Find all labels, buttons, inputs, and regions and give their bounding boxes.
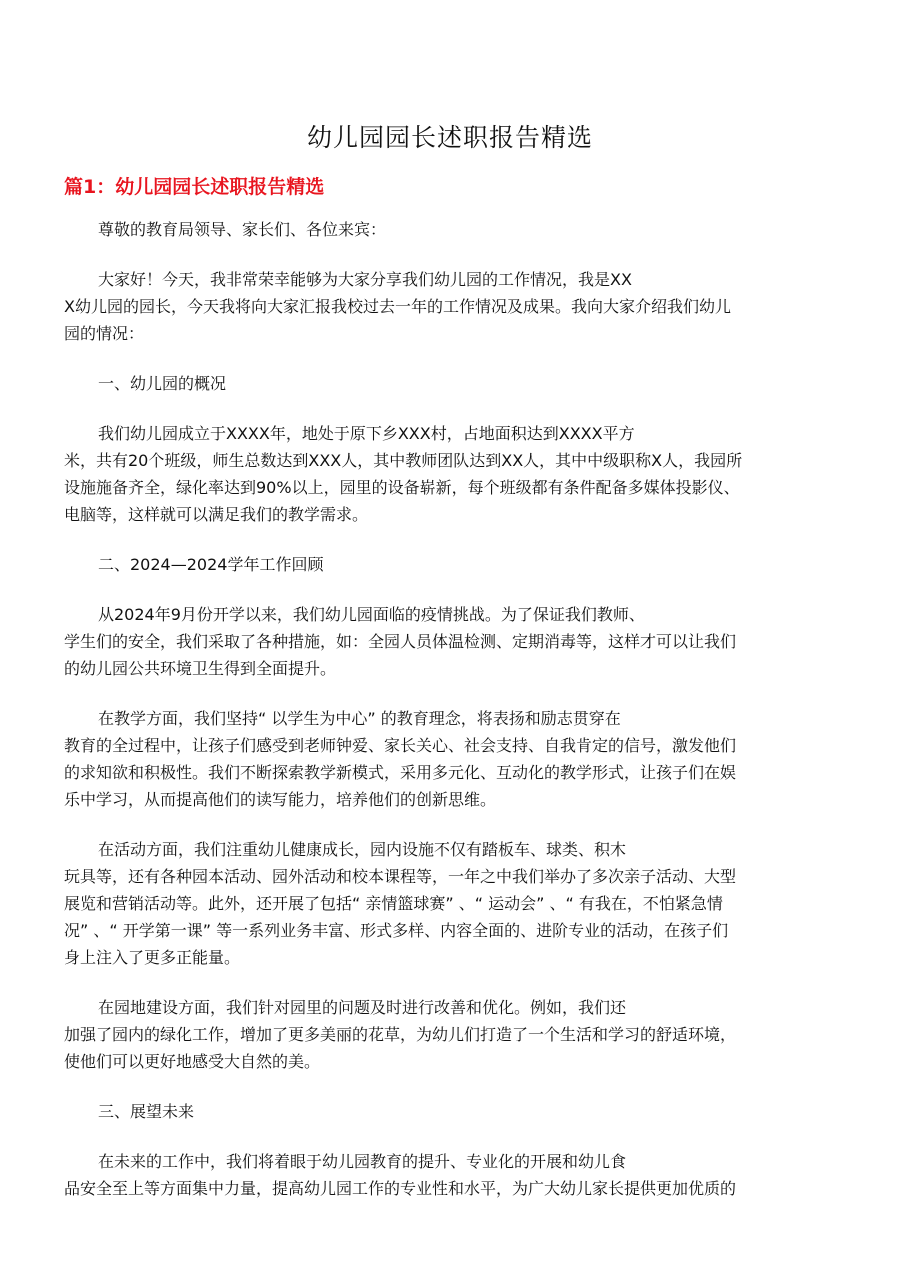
text-line: 展览和营销活动等。此外，还开展了包括“ 亲情篮球赛” 、“ 运动会” 、“ 有我在，不怕紧急情 [64,894,723,913]
text-line: 加强了园内的绿化工作，增加了更多美丽的花草，为幼儿们打造了一个生活和学习的舒适环境， [64,1025,737,1044]
subheading-review [64,551,836,578]
document-body [64,216,836,1202]
text-line: 品安全至上等方面集中力量，提高幼儿园工作的专业性和水平，为广大幼儿家长提供更加优质的 [64,1179,737,1198]
paragraph-intro [64,266,836,347]
document-title: 幼儿园园长述职报告精选 [306,123,593,152]
text-line: 设施施备齐全，绿化率达到90%以上，园里的设备崭新，每个班级都有条件配备多媒体投影仪、 [64,478,740,497]
subheading-overview [64,370,836,397]
paragraph-review-4 [64,994,836,1075]
text-line: 教育的全过程中，让孩子们感受到老师钟爱、家长关心、社会支持、自我肯定的信号，激发他们 [64,736,737,755]
text-line: 的求知欲和积极性。我们不断探索教学新模式，采用多元化、互动化的教学形式，让孩子们在娱 [64,763,737,782]
text-line: 我们幼儿园成立于XXXX年，地处于原下乡XXX村，占地面积达到XXXX平方 [98,424,635,443]
subheading-future [64,1098,836,1125]
text-line: 身上注入了更多正能量。 [64,948,241,967]
text-line: 大家好！今天，我非常荣幸能够为大家分享我们幼儿园的工作情况，我是XX [98,270,632,289]
paragraph-overview [64,420,836,528]
text-line: X幼儿园的园长，今天我将向大家汇报我校过去一年的工作情况及成果。我向大家介绍我们幼儿 [64,297,731,316]
text-line: 在园地建设方面，我们针对园里的问题及时进行改善和优化。例如，我们还 [98,998,627,1017]
text-line: 在活动方面，我们注重幼儿健康成长，园内设施不仅有踏板车、球类、积木 [98,840,627,859]
text-line: 园的情况： [64,324,145,343]
text-line: 米，共有20个班级，师生总数达到XXX人，其中教师团队达到XX人，其中中级职称X人，我园所 [64,451,743,470]
text-line: 一、幼儿园的概况 [98,374,227,393]
text-line: 在教学方面，我们坚持“ 以学生为中心” 的教育理念，将表扬和励志贯穿在 [98,709,621,728]
paragraph-review-1 [64,601,836,682]
text-line: 尊敬的教育局领导、家长们、各位来宾： [98,220,387,239]
text-line: 电脑等，这样就可以满足我们的教学需求。 [64,505,369,524]
text-line: 的幼儿园公共环境卫生得到全面提升。 [64,659,337,678]
text-line: 二、2024—2024学年工作回顾 [98,555,324,574]
text-line: 学生们的安全，我们采取了各种措施，如：全园人员体温检测、定期消毒等，这样才可以让我们 [64,632,737,651]
text-line: 使他们可以更好地感受大自然的美。 [64,1052,321,1071]
paragraph-review-3 [64,836,836,971]
paragraph-future [64,1148,836,1202]
text-line: 乐中学习，从而提高他们的读写能力，培养他们的创新思维。 [64,790,497,809]
paragraph-salutation [64,216,836,243]
text-line: 在未来的工作中，我们将着眼于幼儿园教育的提升、专业化的开展和幼儿食 [98,1152,627,1171]
text-line: 况” 、“ 开学第一课” 等一系列业务丰富、形式多样、内容全面的、进阶专业的活动，在孩子们 [64,921,729,940]
text-line: 从2024年9月份开学以来，我们幼儿园面临的疫情挑战。为了保证我们教师、 [98,605,645,624]
paragraph-review-2 [64,705,836,813]
text-line: 三、展望未来 [98,1102,195,1121]
text-line: 玩具等，还有各种园本活动、园外活动和校本课程等，一年之中我们举办了多次亲子活动、大型 [64,867,737,886]
section-heading: 篇1：幼儿园园长述职报告精选 [64,176,325,198]
